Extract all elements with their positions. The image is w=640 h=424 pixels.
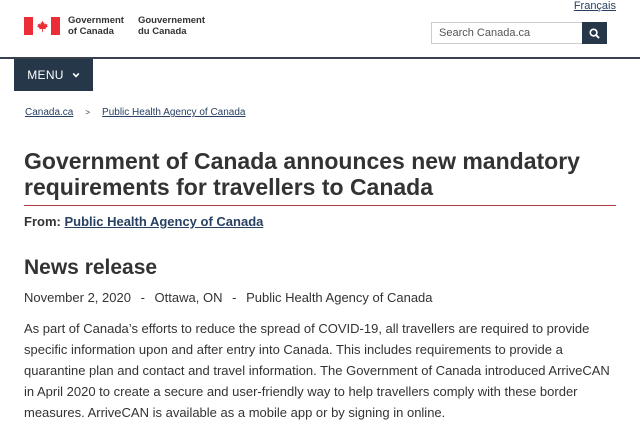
breadcrumb-item-canada[interactable]: Canada.ca	[25, 107, 74, 118]
brand-fr-line1: Gouvernement	[137, 15, 206, 26]
from-link[interactable]: Public Health Agency of Canada	[64, 214, 264, 229]
from-line	[24, 214, 263, 229]
brand-fr-line2: du Canada	[137, 26, 187, 37]
meta-separator: -	[232, 290, 237, 305]
brand-en-line2: of Canada	[68, 26, 114, 37]
chevron-down-icon	[72, 71, 80, 79]
news-release-heading: News release	[24, 256, 158, 279]
goc-signature[interactable]	[24, 15, 205, 37]
search-input[interactable]	[431, 22, 582, 44]
search-button[interactable]	[582, 22, 607, 44]
menu-label: MENU	[27, 68, 64, 82]
search-form	[431, 22, 607, 44]
breadcrumb-item-phac[interactable]: Public Health Agency of Canada	[102, 107, 246, 118]
article-location: Ottawa, ON	[154, 290, 223, 305]
breadcrumb-separator: >	[85, 108, 91, 117]
canada-flag-icon	[24, 17, 60, 35]
language-toggle-link[interactable]: Français	[573, 0, 616, 12]
article-body: As part of Canada’s efforts to reduce the spread of COVID-19, all travellers are required to provide specific information upon and after entry into Canada. This includes requirements to provide a quarantine plan and contact and travel information. The Government of Canada introduced ArriveCAN in April 2020 to create a secure and user-friendly way to help travellers comply with these border measures. ArriveCAN is available as a mobile app or by signing in online.	[24, 321, 610, 420]
meta-separator: -	[140, 290, 145, 305]
page-title: Government of Canada announces new mandatory requirements for travellers to Canada	[24, 148, 580, 200]
menu-button[interactable]	[14, 59, 93, 91]
article-meta	[24, 290, 433, 305]
breadcrumb	[25, 107, 245, 118]
brand-english	[68, 15, 124, 37]
article-date: November 2, 2020	[24, 290, 131, 305]
brand-french	[138, 15, 205, 37]
brand-en-line1: Government	[68, 15, 124, 26]
from-label: From:	[24, 214, 61, 229]
title-underline	[24, 205, 616, 206]
header-divider	[0, 57, 640, 59]
search-icon	[589, 28, 600, 39]
article-publisher: Public Health Agency of Canada	[246, 290, 433, 305]
